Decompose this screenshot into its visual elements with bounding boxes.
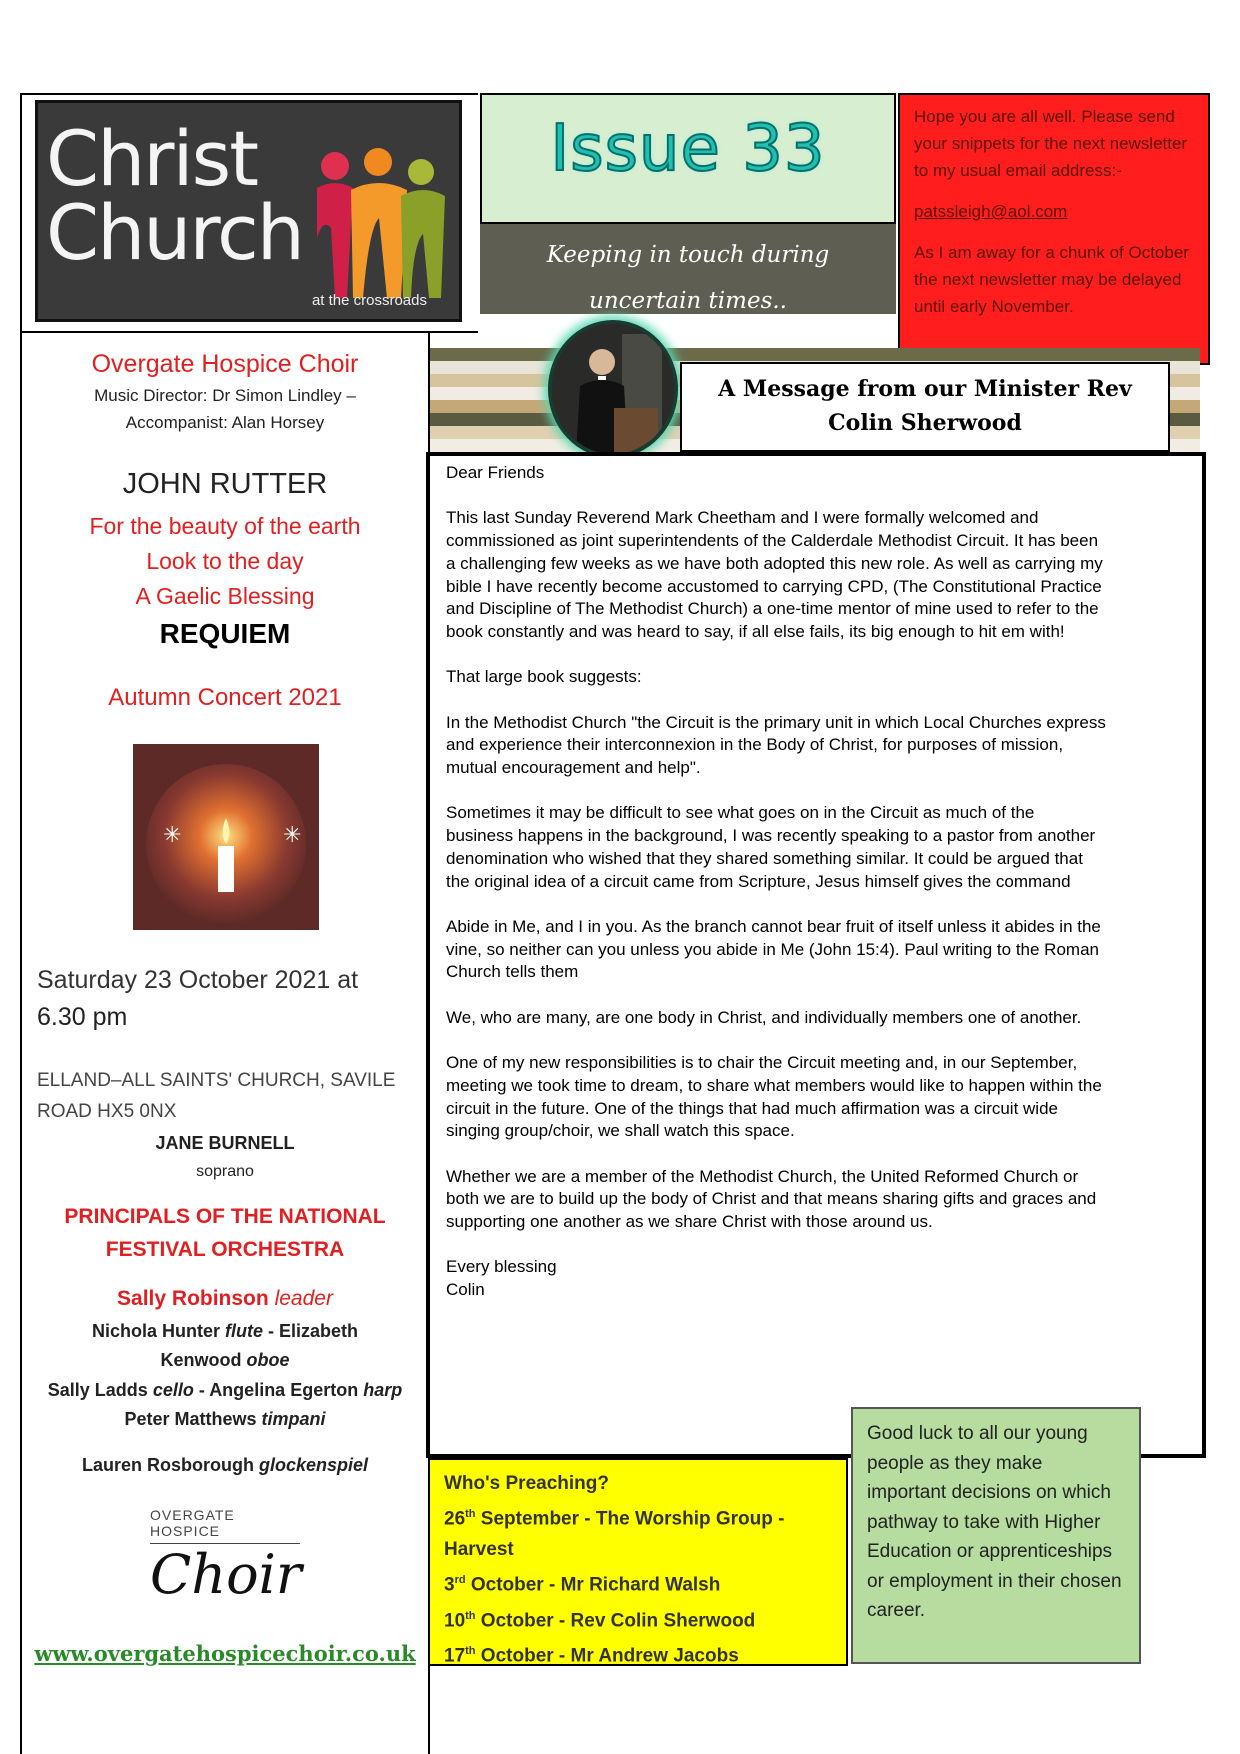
piece: For the beauty of the earth — [89, 513, 361, 539]
logo-word-christ: Christ — [46, 114, 257, 203]
choir-logo-word: Choir — [150, 1543, 302, 1606]
orchestra-line-2: FESTIVAL ORCHESTRA — [105, 1238, 345, 1261]
preaching-row: 3rd October - Mr Richard Walsh — [444, 1574, 721, 1596]
venue-line-1: ELLAND–ALL SAINTS' CHURCH, SAVILE — [37, 1070, 396, 1091]
concert-time: 6.30 pm — [37, 1003, 128, 1031]
letter-paragraph: One of my new responsibilities is to chair the Circuit meeting and, in our September, meeting we took time to dream, to share what members would like to happen within the circuit in the future. One of the things that had much affirmation was a circuit wide singing group/choir, we shall watch this space. — [446, 1053, 1102, 1141]
choir-logo-text: OVERGATE — [150, 1507, 235, 1523]
choir-logo-text: HOSPICE — [150, 1523, 221, 1539]
letter-paragraph: We, who are many, are one body in Christ, and individually members one of another. — [446, 1007, 1082, 1027]
leader: Sally Robinson leader — [117, 1287, 333, 1310]
preaching-schedule — [428, 1458, 848, 1666]
minister-photo — [548, 320, 678, 458]
message-title — [680, 362, 1170, 452]
soloist: JANE BURNELL — [155, 1133, 295, 1153]
venue-line-2: ROAD HX5 0NX — [37, 1101, 177, 1122]
piece: Look to the day — [146, 548, 304, 574]
musician: Kenwood oboe — [160, 1350, 290, 1370]
logo-word-church: Church — [46, 188, 303, 277]
concert-date: Saturday 23 October 2021 at — [37, 966, 359, 994]
letter-paragraph: This last Sunday Reverend Mark Cheetham and I were formally welcomed and commissioned as joint superintendents of the Calderdale Methodist Circuit. It has been a challenging few weeks as we have both adopted this new role. As well as carrying my bible I have recently become accustomed to carrying CPD, (The Constitutional Practice and Discipline of The Methodist Church) a one-time mentor of mine used to refer to the book constantly and was heard to say, if all else fails, its big enough to hit em with! — [446, 508, 1103, 641]
musician: Nichola Hunter flute - Elizabeth — [91, 1321, 359, 1341]
message-title-line-2: Colin Sherwood — [828, 410, 1022, 436]
email-link[interactable]: patssleigh@aol.com — [914, 202, 1068, 221]
musician: Lauren Rosborough glockenspiel — [81, 1455, 369, 1475]
musician: Sally Ladds cello - Angelina Egerton harp — [47, 1380, 403, 1400]
church-logo — [35, 100, 462, 322]
preaching-row: 26th September - The Worship Group - — [444, 1508, 785, 1530]
composer: JOHN RUTTER — [122, 468, 328, 500]
letter-paragraph: Whether we are a member of the Methodist Church, the United Reformed Church or both we are to build up the body of Christ and that means sharing gifts and graces and supporting one another as we share Christ with those around us. — [446, 1166, 1097, 1232]
letter-paragraph: Abide in Me, and I in you. As the branch cannot bear fruit of itself unless it abides in the vine, so neither can you unless you abide in Me (John 15:4). Paul writing to the Roman Church tells them — [446, 916, 1101, 982]
candle-icon — [133, 744, 319, 930]
letter-signature: Colin — [446, 1280, 485, 1300]
logo-tagline: at the crossroads — [311, 292, 427, 309]
good-luck-note: Good luck to all our young people as they make important decisions on which pathway to take with Higher Education or apprenticeships or employment in their chosen career. — [851, 1407, 1141, 1664]
preaching-row: Harvest — [444, 1539, 514, 1561]
message-title-line-1: A Message from our Minister Rev — [718, 376, 1132, 402]
choir-logo — [150, 1507, 300, 1627]
concert-event: Autumn Concert 2021 — [108, 684, 342, 711]
preaching-row: 10th October - Rev Colin Sherwood — [444, 1609, 756, 1631]
soloist-role: soprano — [196, 1163, 254, 1180]
candle-image — [133, 744, 319, 930]
letter-signoff: Every blessing — [446, 1257, 557, 1277]
people-figures-icon — [313, 148, 448, 298]
tagline-line-2: uncertain times.. — [589, 288, 787, 314]
issue-number: Issue 33 — [550, 112, 826, 186]
website-link[interactable]: www.overgatehospicechoir.co.uk — [34, 1641, 416, 1666]
note-intro: Hope you are all well. Please send your snippets for the next newsletter to my usual email address:- — [914, 107, 1188, 180]
accompanist: Accompanist: Alan Horsey — [125, 413, 325, 432]
minister-letter — [446, 462, 1106, 1302]
note-delay: As I am away for a chunk of October the next newsletter may be delayed until early November. — [914, 243, 1189, 316]
letter-paragraph: Sometimes it may be difficult to see what goes on in the Circuit as much of the business happens in the background, I was recently speaking to a pastor from another denomination who wished that they shared something similar. It could be argued that the original idea of a circuit came from Scripture, Jesus himself gives the command — [446, 803, 1096, 891]
letter-greeting: Dear Friends — [446, 463, 545, 482]
tagline — [480, 232, 896, 324]
svg-text:✳: ✳ — [163, 822, 182, 847]
main-work: REQUIEM — [159, 618, 291, 649]
music-director: Music Director: Dr Simon Lindley – — [94, 386, 356, 405]
editor-note — [898, 93, 1210, 365]
letter-paragraph: In the Methodist Church "the Circuit is the primary unit in which Local Churches express and experience their interconnexion in the Body of Christ, for purposes of mission, mutual encouragement and help". — [446, 712, 1106, 778]
preaching-title: Who's Preaching? — [444, 1473, 609, 1494]
preaching-row: 17th October - Mr Andrew Jacobs — [444, 1644, 739, 1667]
orchestra-line-1: PRINCIPALS OF THE NATIONAL — [64, 1205, 386, 1228]
choir-name: Overgate Hospice Choir — [91, 350, 359, 378]
piece: A Gaelic Blessing — [135, 583, 315, 609]
letter-paragraph: That large book suggests: — [446, 667, 642, 687]
musician: Peter Matthews timpani — [124, 1409, 326, 1429]
minister-portrait-icon — [552, 324, 674, 454]
tagline-line-1: Keeping in touch during — [546, 242, 830, 268]
svg-text:✳: ✳ — [283, 822, 302, 847]
